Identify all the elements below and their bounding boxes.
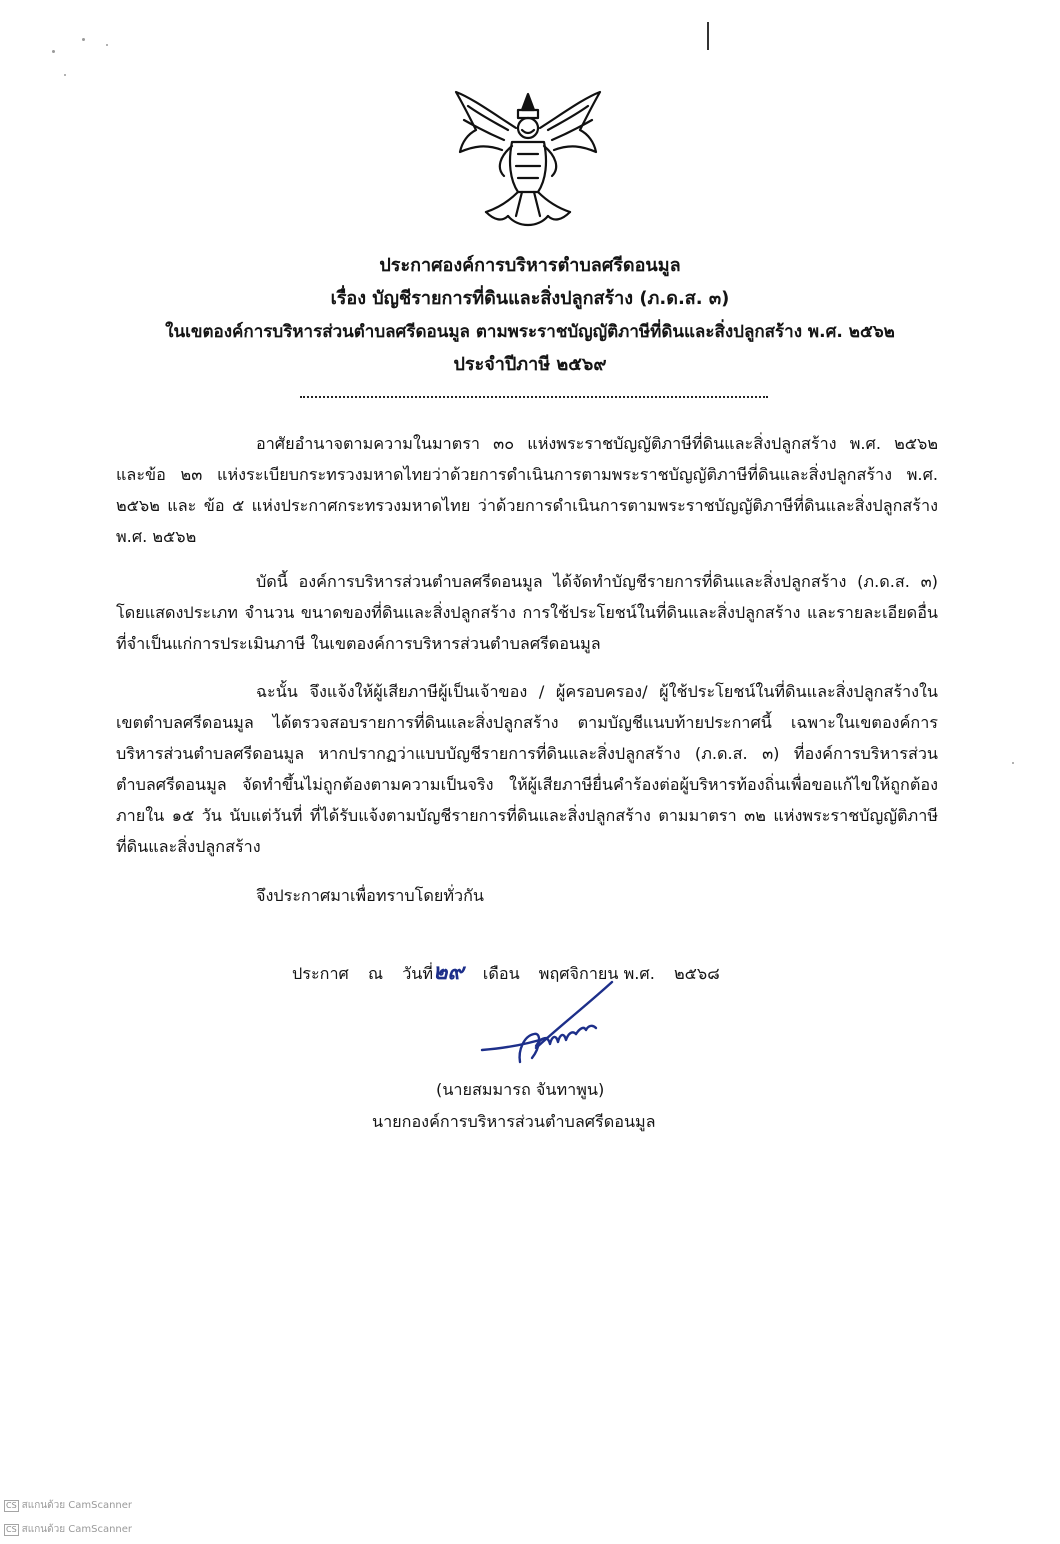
garuda-emblem-icon [446,84,610,234]
scan-speck [82,38,85,41]
signer-position: นายกองค์การบริหารส่วนตำบลศรีดอนมูล [372,1112,656,1131]
signer-name: (นายสมมารถ จันทาพูน) [436,1080,605,1099]
announce-at: ณ [368,964,384,983]
scan-speck [64,74,66,76]
camscanner-watermark [4,1523,132,1537]
pen-mark [707,22,709,50]
month-label: เดือน [482,964,520,983]
day-label: วันที่ [402,964,434,983]
dotted-divider [300,396,768,398]
camscanner-text: สแกนด้วย CamScanner [21,1524,133,1535]
camscanner-watermark [4,1499,132,1513]
handwritten-signature-icon [476,978,626,1070]
camscanner-logo-icon: CS [6,1501,17,1510]
body-paragraph-4: จึงประกาศมาเพื่อทราบโดยทั่วกัน [256,886,484,905]
announcement-title: ประกาศองค์การบริหารตำบลศรีดอนมูล [379,255,681,276]
announcement-subject: เรื่อง บัญชีรายการที่ดินและสิ่งปลูกสร้าง (ภ.ด.ส. ๓) [330,288,730,309]
announcement-scope: ในเขตองค์การบริหารส่วนตำบลศรีดอนมูล ตามพระราชบัญญัติภาษีที่ดินและสิ่งปลูกสร้าง พ.ศ. ๒๕๖๒ [165,322,895,342]
scan-speck [106,44,108,46]
month-value: พฤศจิกายน พ.ศ. [538,964,655,983]
camscanner-text: สแกนด้วย CamScanner [21,1500,133,1511]
handwritten-day: ๒๙ [433,959,464,985]
scan-speck [1012,762,1014,764]
body-paragraph-2: บัดนี้ องค์การบริหารส่วนตำบลศรีดอนมูล ได้จัดทำบัญชีรายการที่ดินและสิ่งปลูกสร้าง (ภ.ด.ส. ๓) โดยแสดงประเภท จำนวน ขนาดของที่ดินและสิ่งปลูกสร้าง การใช้ประโยชน์ในที่ดินและสิ่งปลูกสร้าง และรายละเอียดอื่นที่จำเป็นแก่การประเมินภาษี ในเขตองค์การบริหารส่วนตำบลศรีดอนมูล [116,572,938,653]
body-paragraph-3: ฉะนั้น จึงแจ้งให้ผู้เสียภาษีผู้เป็นเจ้าของ / ผู้ครอบครอง/ ผู้ใช้ประโยชน์ในที่ดินและสิ่งปลูกสร้างในเขตตำบลศรีดอนมูล ได้ตรวจสอบรายการที่ดินและสิ่งปลูกสร้าง ตามบัญชีแนบท้ายประกาศนี้ เฉพาะในเขตองค์การบริหารส่วนตำบลศรีดอนมูล หากปรากฏว่าแบบบัญชีรายการที่ดินและสิ่งปลูกสร้าง (ภ.ด.ส. ๓) ที่องค์การบริหารส่วนตำบลศรีดอนมูล จัดทำขึ้นไม่ถูกต้องตามความเป็นจริง ให้ผู้เสียภาษียื่นคำร้องต่อผู้บริหารท้องถิ่นเพื่อขอแก้ไขให้ถูกต้องภายใน ๑๕ วัน นับแต่วันที่ ที่ได้รับแจ้งตามบัญชีรายการที่ดินและสิ่งปลูกสร้าง ตามมาตรา ๓๒ แห่งพระราชบัญญัติภาษีที่ดินและสิ่งปลูกสร้าง [116,682,938,856]
announce-label: ประกาศ [292,964,349,983]
scan-speck [52,50,55,53]
year-value: ๒๕๖๘ [674,964,720,983]
body-paragraph-1: อาศัยอำนาจตามความในมาตรา ๓๐ แห่งพระราชบัญญัติภาษีที่ดินและสิ่งปลูกสร้าง พ.ศ. ๒๕๖๒ และข้อ ๒๓ แห่งระเบียบกระทรวงมหาดไทยว่าด้วยการดำเนินการตามพระราชบัญญัติภาษีที่ดินและสิ่งปลูกสร้าง พ.ศ. ๒๕๖๒ และ ข้อ ๕ แห่งประกาศกระทรวงมหาดไทย ว่าด้วยการดำเนินการตามพระราชบัญญัติภาษีที่ดินและสิ่งปลูกสร้าง พ.ศ. ๒๕๖๒ [116,434,938,546]
camscanner-logo-icon: CS [6,1525,17,1534]
tax-year: ประจำปีภาษี ๒๕๖๙ [453,354,607,375]
